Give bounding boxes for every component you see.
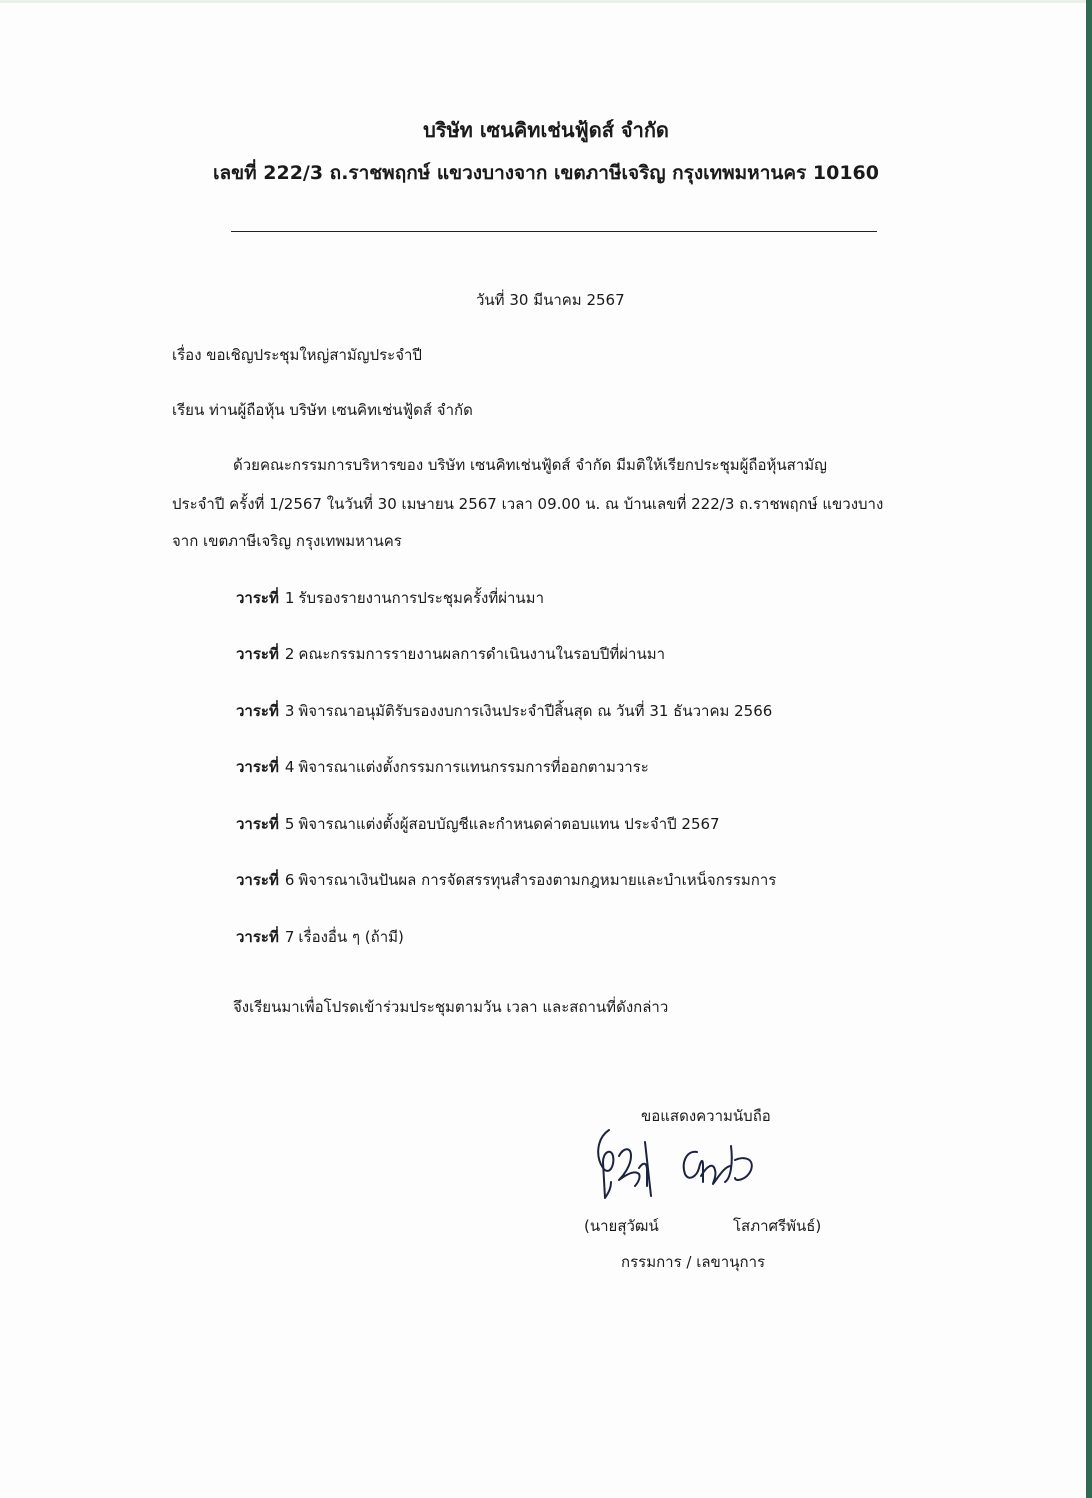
agenda-number: 7 — [284, 928, 295, 946]
agenda-number: 5 — [284, 815, 295, 833]
agenda-label: วาระที่ — [236, 702, 279, 720]
agenda-number: 1 — [284, 589, 295, 607]
agenda-label: วาระที่ — [236, 645, 279, 663]
signatory-name-first: (นายสุวัฒน์ — [584, 1217, 659, 1235]
company-address: เลขที่ 222/3 ถ.ราชพฤกษ์ แขวงบางจาก เขตภาษีเจริญ กรุงเทพมหานคร 10160 — [212, 162, 879, 184]
body-line: จาก เขตภาษีเจริญ กรุงเทพมหานคร — [172, 532, 402, 550]
body-line: ด้วยคณะกรรมการบริหารของ บริษัท เซนคิทเช่นฟู้ดส์ จำกัด มีมติให้เรียกประชุมผู้ถือหุ้นสามัญ — [233, 456, 827, 474]
agenda-text: พิจารณาเงินปันผล การจัดสรรทุนสำรองตามกฎหมายและบำเหน็จกรรมการ — [298, 871, 777, 889]
agenda-number: 4 — [284, 758, 295, 776]
company-name: บริษัท เซนคิทเช่นฟู้ดส์ จำกัด — [423, 118, 669, 142]
handwritten-signature — [585, 1122, 805, 1212]
signatory-title: กรรมการ / เลขานุการ — [621, 1253, 766, 1271]
agenda-text: พิจารณาอนุมัติรับรองงบการเงินประจำปีสิ้นสุด ณ วันที่ 31 ธันวาคม 2566 — [298, 702, 773, 720]
agenda-text: รับรองรายงานการประชุมครั้งที่ผ่านมา — [298, 589, 544, 607]
body-line: ประจำปี ครั้งที่ 1/2567 ในวันที่ 30 เมษายน 2567 เวลา 09.00 น. ณ บ้านเลขที่ 222/3 ถ.ราชพฤกษ์ แขวงบาง — [172, 495, 884, 513]
letter-closing: จึงเรียนมาเพื่อโปรดเข้าร่วมประชุมตามวัน เวลา และสถานที่ดังกล่าว — [233, 998, 669, 1016]
agenda-label: วาระที่ — [236, 589, 279, 607]
signature-closing: ขอแสดงความนับถือ — [641, 1107, 771, 1125]
paper-right-edge — [1086, 0, 1092, 1498]
agenda-item — [236, 642, 665, 666]
agenda-text: เรื่องอื่น ๆ (ถ้ามี) — [298, 928, 404, 946]
agenda-number: 6 — [284, 871, 295, 889]
letter-recipient: เรียน ท่านผู้ถือหุ้น บริษัท เซนคิทเช่นฟู้ดส์ จำกัด — [172, 401, 473, 419]
agenda-item — [236, 868, 776, 892]
agenda-number: 3 — [284, 702, 295, 720]
agenda-text: พิจารณาแต่งตั้งผู้สอบบัญชีและกำหนดค่าตอบแทน ประจำปี 2567 — [298, 815, 720, 833]
agenda-text: พิจารณาแต่งตั้งกรรมการแทนกรรมการที่ออกตามวาระ — [298, 758, 649, 776]
letter-subject: เรื่อง ขอเชิญประชุมใหญ่สามัญประจำปี — [172, 346, 422, 364]
agenda-item — [236, 812, 720, 836]
agenda-text: คณะกรรมการรายงานผลการดำเนินงานในรอบปีที่ผ่านมา — [298, 645, 666, 663]
agenda-label: วาระที่ — [236, 928, 279, 946]
agenda-label: วาระที่ — [236, 815, 279, 833]
signatory-name-last: โสภาศรีพันธ์) — [733, 1217, 822, 1235]
agenda-label: วาระที่ — [236, 758, 279, 776]
paper-top-edge — [0, 0, 1092, 3]
agenda-item — [236, 586, 544, 610]
agenda-number: 2 — [284, 645, 295, 663]
letter-date: วันที่ 30 มีนาคม 2567 — [476, 291, 625, 309]
header-divider — [231, 231, 877, 232]
agenda-item — [236, 925, 404, 949]
agenda-item — [236, 755, 649, 779]
agenda-item — [236, 699, 772, 723]
agenda-label: วาระที่ — [236, 871, 279, 889]
